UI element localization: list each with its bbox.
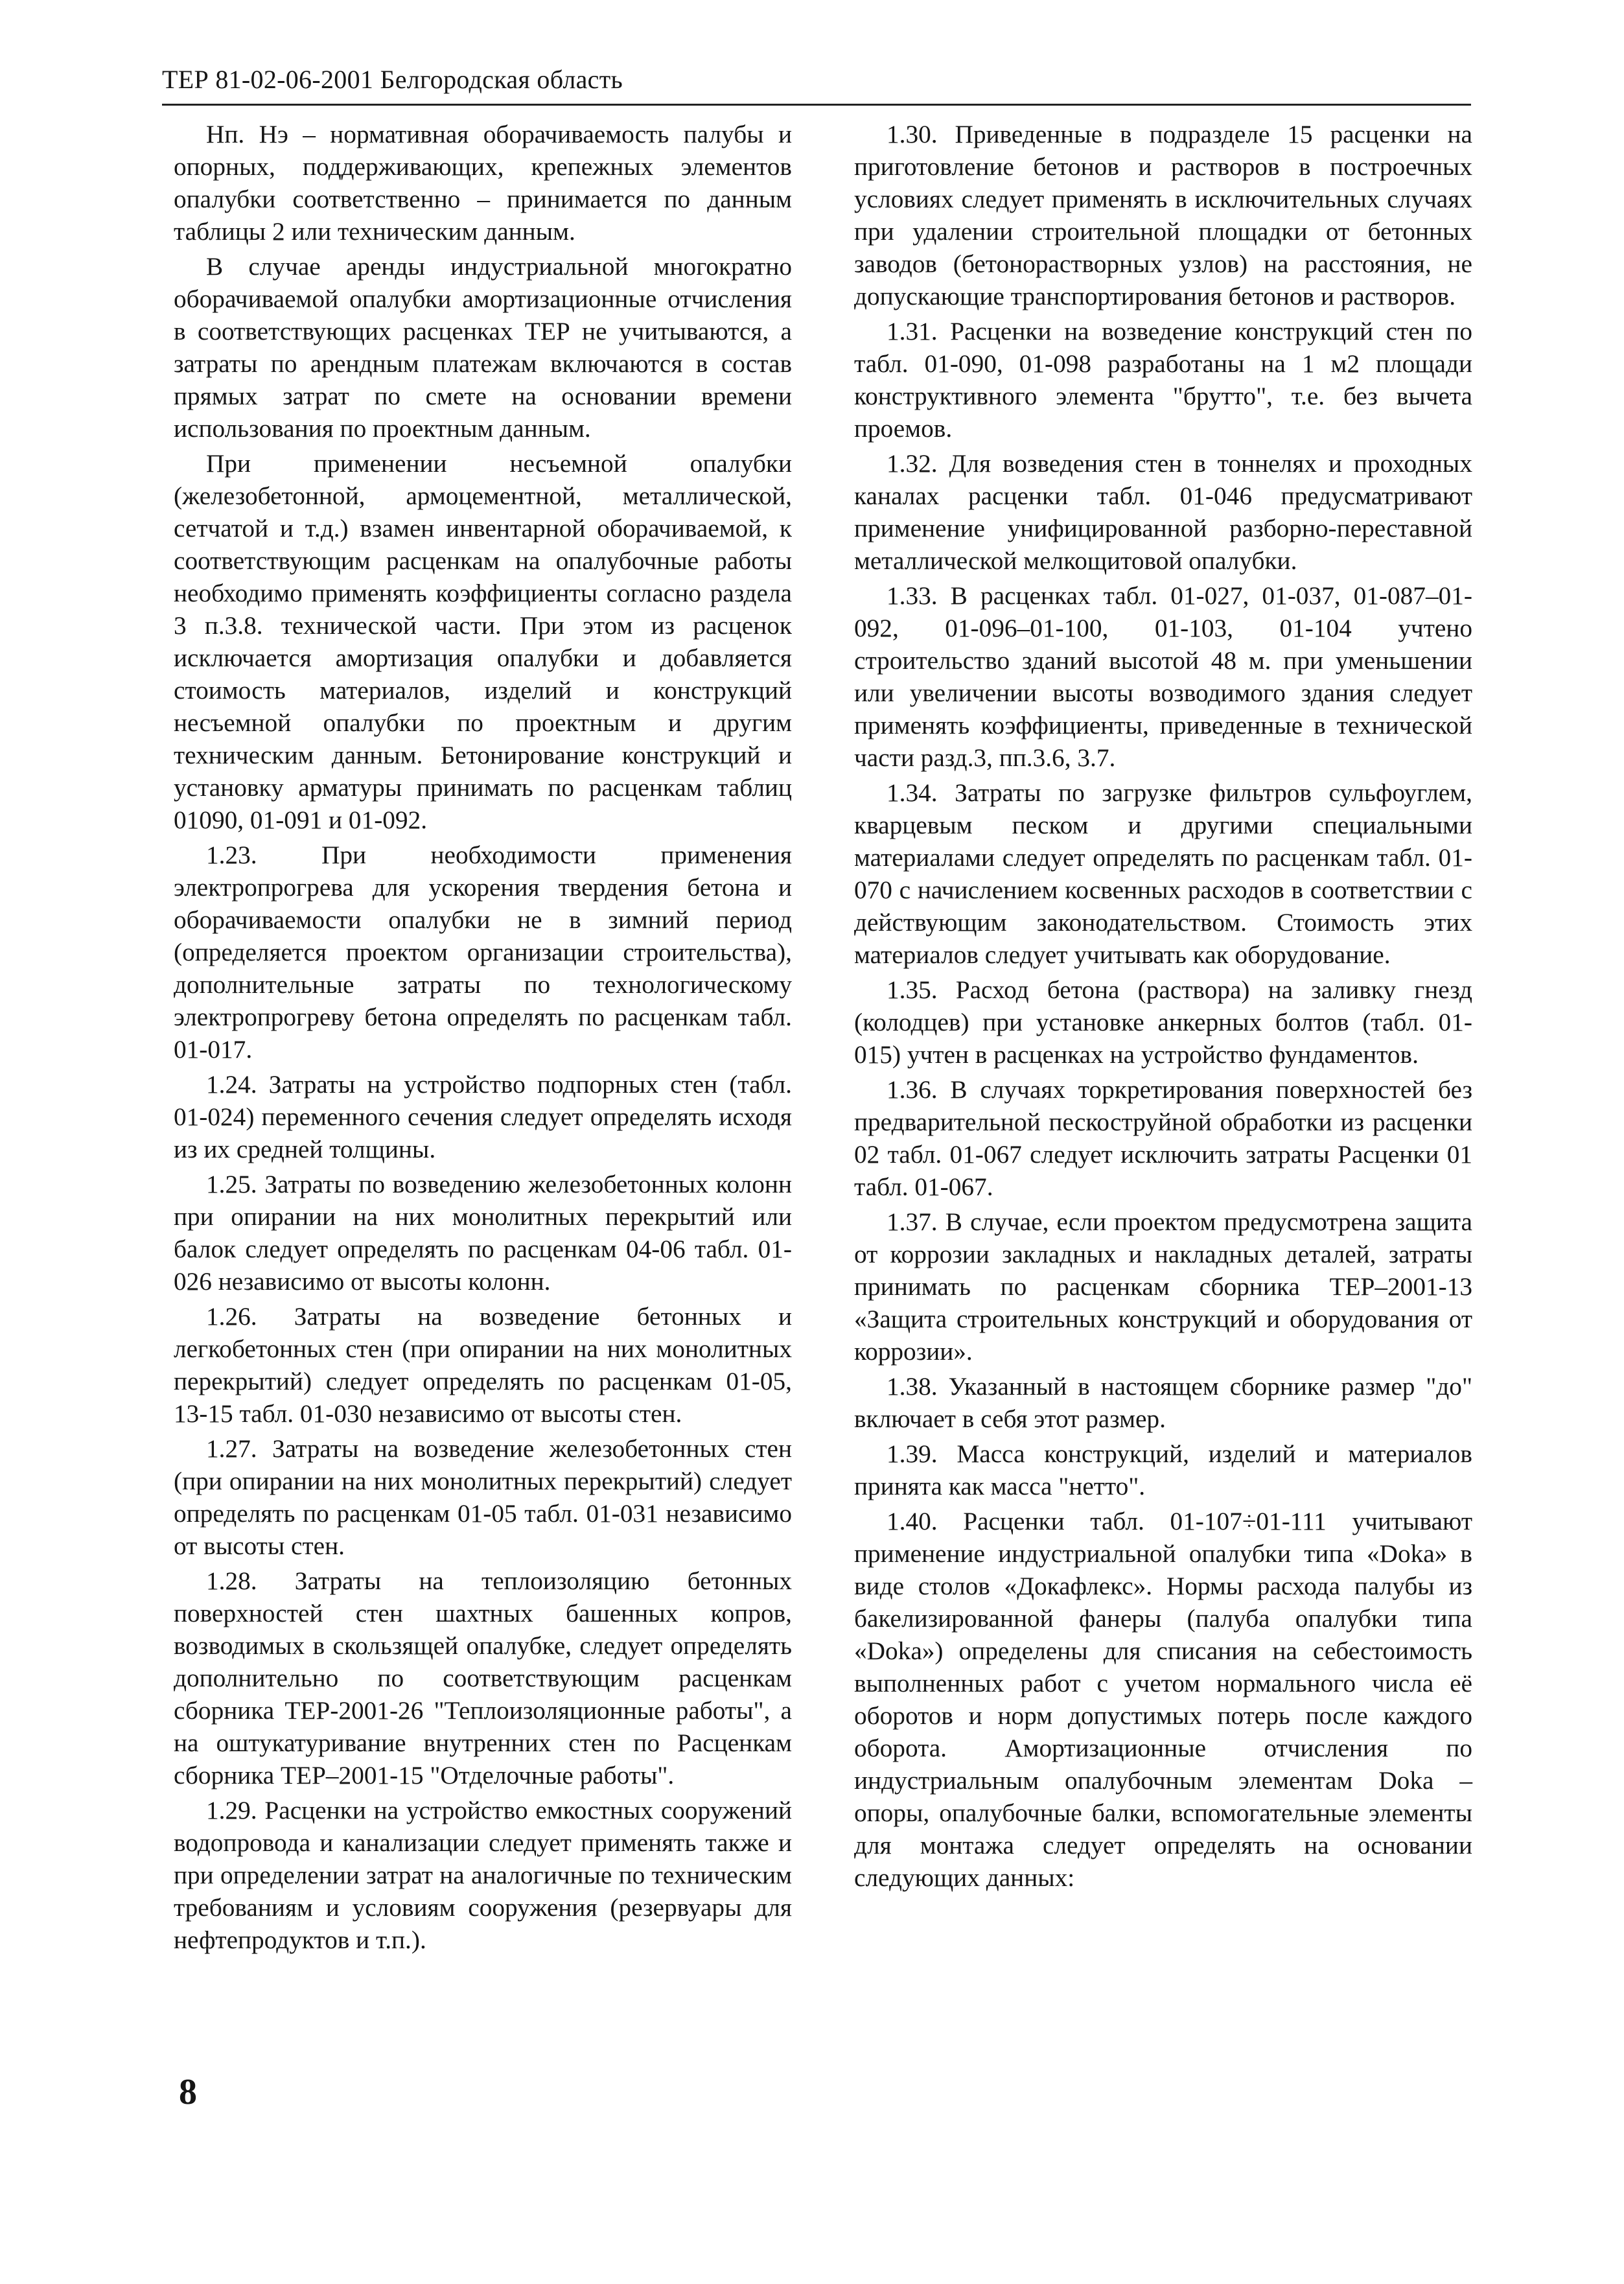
left-column: [174, 118, 792, 1959]
paragraph: В случае аренды индустриальной многократно оборачиваемой опалубки амортизационные отчисления в соответствующих расценках ТЕР не учитываются, а затраты по арендным платежам включаются в состав прямых затрат по смете на основании времени использования по проектным данным.: [174, 252, 792, 443]
paragraph-1-30: 1.30. Приведенные в подразделе 15 расценки на приготовление бетонов и растворов в построечных условиях следует применять в исключительных случаях при удалении строительной площадки от бетонных заводов (бетонорастворных узлов) на расстояния, не допускающие транспортирования бетонов и растворов.: [854, 120, 1472, 310]
paragraph-1-29: 1.29. Расценки на устройство емкостных сооружений водопровода и канализации следует применять также и при определении затрат на аналогичные по техническим требованиям и условиям сооружения (резервуары для нефтепродуктов и т.п.).: [174, 1796, 792, 1954]
paragraph-1-28: 1.28. Затраты на теплоизоляцию бетонных поверхностей стен шахтных башенных копров, возводимых в скользящей опалубке, следует определять дополнительно по соответствующим расценкам сборника ТЕР-2001-26 "Теплоизоляционные работы", а на оштукатуривание внутренних стен по Расценкам сборника ТЕР–2001-15 "Отделочные работы".: [174, 1567, 792, 1789]
paragraph: При применении несъемной опалубки (железобетонной, армоцементной, металлической, сетчатой и т.д.) взамен инвентарной оборачиваемой, к соответствующим расценкам на опалубочные работы необходимо применять коэффициенты согласно раздела 3 п.3.8. технической части. При этом из расценок исключается амортизация опалубки и добавляется стоимость материалов, изделий и конструкций несъемной опалубки по проектным и другим техническим данным. Бетонирование конструкций и установку арматуры принимать по расценкам таблиц 01090, 01-091 и 01-092.: [174, 449, 792, 834]
paragraph-1-27: 1.27. Затраты на возведение железобетонных стен (при опирании на них монолитных перекрытий) следует определять по расценкам 01-05 табл. 01-031 независимо от высоты стен.: [174, 1434, 792, 1560]
paragraph-1-38: 1.38. Указанный в настоящем сборнике размер "до" включает в себя этот размер.: [854, 1372, 1472, 1433]
paragraph-1-31: 1.31. Расценки на возведение конструкций стен по табл. 01-090, 01-098 разработаны на 1 м2 площади конструктивного элемента "брутто", т.е. без вычета проемов.: [854, 317, 1472, 443]
paragraph-1-35: 1.35. Расход бетона (раствора) на заливку гнезд (колодцев) при установке анкерных болтов (табл. 01-015) учтен в расценках на устройство фундаментов.: [854, 975, 1472, 1069]
paragraph-1-36: 1.36. В случаях торкретирования поверхностей без предварительной пескоструйной обработки из расценки 02 табл. 01-067 следует исключить затраты Расценки 01 табл. 01-067.: [854, 1075, 1472, 1201]
paragraph-1-34: 1.34. Затраты по загрузке фильтров сульфоуглем, кварцевым песком и другими специальными материалами следует определять по расценкам табл. 01-070 с начислением косвенных расходов в соответствии с действующим законодательством. Стоимость этих материалов следует учитывать как оборудование.: [854, 778, 1472, 969]
paragraph-1-40: 1.40. Расценки табл. 01-107÷01-111 учитывают применение индустриальной опалубки типа «Doka» в виде столов «Докафлекс». Нормы расхода палубы из бакелизированной фанеры (палуба опалубки типа «Doka») определены для списания на себестоимость выполненных работ с учетом нормального числа её оборотов и норм допустимых потерь после каждого оборота. Амортизационные отчисления по индустриальным опалубочным элементам Doka – опоры, опалубочные балки, вспомогательные элементы для монтажа следует определять на основании следующих данных:: [854, 1507, 1472, 1892]
paragraph-1-25: 1.25. Затраты по возведению железобетонных колонн при опирании на них монолитных перекрытий или балок следует определять по расценкам 04-06 табл. 01-026 независимо от высоты колонн.: [174, 1170, 792, 1296]
paragraph-1-26: 1.26. Затраты на возведение бетонных и легкобетонных стен (при опирании на них монолитных перекрытий) следует определять по расценкам 01-05, 13-15 табл. 01-030 независимо от высоты стен.: [174, 1302, 792, 1428]
running-header: ТЕР 81-02-06-2001 Белгородская область: [162, 65, 623, 94]
header-rule: [162, 104, 1471, 106]
paragraph-1-39: 1.39. Масса конструкций, изделий и материалов принята как масса "нетто".: [854, 1439, 1472, 1500]
paragraph-1-32: 1.32. Для возведения стен в тоннелях и проходных каналах расценки табл. 01-046 предусматривают применение унифицированной разборно-переставной металлической мелкощитовой опалубки.: [854, 449, 1472, 575]
paragraph-1-33: 1.33. В расценках табл. 01-027, 01-037, 01-087–01-092, 01-096–01-100, 01-103, 01-104 учтено строительство зданий высотой 48 м. при уменьшении или увеличении высоты возводимого здания следует применять коэффициенты, приведенные в технической части разд.3, пп.3.6, 3.7.: [854, 581, 1472, 772]
paragraph-1-24: 1.24. Затраты на устройство подпорных стен (табл. 01-024) переменного сечения следует определять исходя из их средней толщины.: [174, 1070, 792, 1163]
paragraph-1-37: 1.37. В случае, если проектом предусмотрена защита от коррозии закладных и накладных деталей, затраты принимать по расценкам сборника ТЕР–2001-13 «Защита строительных конструкций и оборудования от коррозии».: [854, 1207, 1472, 1366]
paragraph-1-23: 1.23. При необходимости применения электропрогрева для ускорения твердения бетона и оборачиваемости опалубки не в зимний период (определяется проектом организации строительства), дополнительные затраты по технологическому электропрогреву бетона определять по расценкам табл. 01-017.: [174, 841, 792, 1064]
right-column: [854, 118, 1472, 1896]
page-number: 8: [179, 2072, 197, 2112]
paragraph: Нп. Нэ – нормативная оборачиваемость палубы и опорных, поддерживающих, крепежных элементов опалубки соответственно – принимается по данным таблицы 2 или техническим данным.: [174, 120, 792, 246]
